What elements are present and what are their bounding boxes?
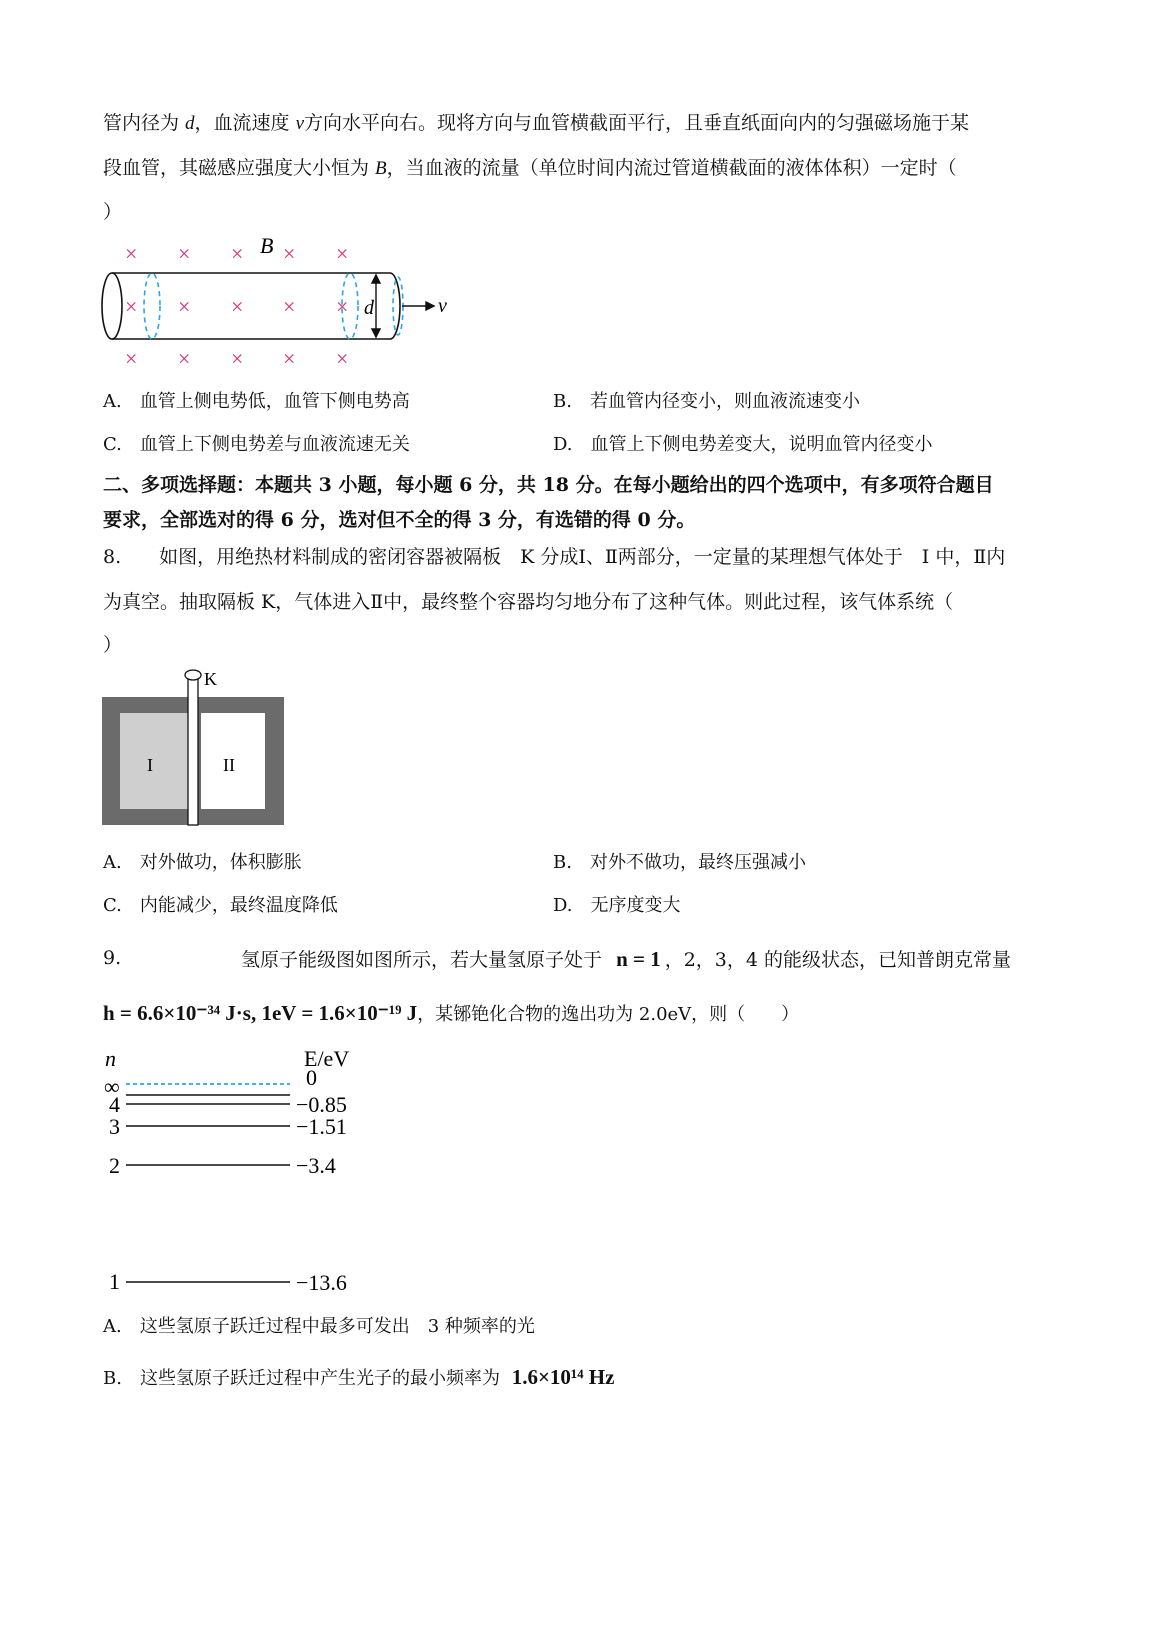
field-x-mark: × bbox=[336, 346, 349, 371]
field-x-mark: × bbox=[336, 241, 349, 266]
q9-option-b-text: B. 这些氢原子跃迁过程中产生光子的最小频率为 bbox=[103, 1368, 500, 1389]
q7-text: 方向水平向右。现将方向与血管横截面平行，且垂直纸面向内的匀强磁场施于某 bbox=[304, 112, 970, 134]
axis-E-label: E/eV bbox=[304, 1046, 350, 1071]
field-x-mark: × bbox=[125, 241, 138, 266]
level-E-3: −1.51 bbox=[296, 1114, 347, 1139]
label-v: v bbox=[438, 295, 447, 317]
field-x-mark: × bbox=[125, 294, 138, 319]
label-d: d bbox=[364, 297, 374, 319]
q8-line-2: 为真空。抽取隔板 K，气体进入Ⅱ中，最终整个容器均匀地分布了这种气体。则此过程，该气体系统（ bbox=[103, 591, 954, 613]
axis-n-label: n bbox=[105, 1046, 116, 1071]
field-x-mark: × bbox=[231, 346, 244, 371]
q7-text: 管内径为 bbox=[103, 112, 186, 134]
q8-line-3: ） bbox=[103, 634, 123, 656]
q9-constants: h = 6.6×10⁻³⁴ J·s, 1eV = 1.6×10⁻¹⁹ J bbox=[103, 1001, 418, 1025]
q7-text: 段血管，其磁感应强度大小恒为 bbox=[103, 157, 376, 179]
q9-option-b[interactable] bbox=[103, 1364, 614, 1390]
level-E-infinity: 0 bbox=[306, 1065, 317, 1090]
level-n-1: 1 bbox=[109, 1269, 120, 1294]
level-E-4: −0.85 bbox=[296, 1092, 347, 1117]
q8-option-a[interactable]: A. 对外做功，体积膨胀 bbox=[103, 852, 302, 873]
field-x-mark: × bbox=[178, 241, 191, 266]
field-x-mark: × bbox=[336, 294, 349, 319]
field-marks-bottom bbox=[125, 346, 348, 371]
q9-line-2 bbox=[103, 1000, 799, 1026]
section-2-header-line-2: 要求，全部选对的得 6 分，选对但不全的得 3 分，有选错的得 0 分。 bbox=[103, 509, 696, 531]
field-x-mark: × bbox=[178, 346, 191, 371]
q9-text: ，2，3，4 的能级状态，已知普朗克常量 bbox=[664, 949, 1012, 971]
field-marks-middle bbox=[125, 294, 348, 319]
q7-line-2 bbox=[103, 153, 957, 180]
q8-option-d[interactable]: D. 无序度变大 bbox=[553, 895, 681, 916]
level-n-2: 2 bbox=[109, 1153, 120, 1178]
partition-handle bbox=[185, 670, 201, 680]
field-x-mark: × bbox=[283, 241, 296, 266]
level-E-1: −13.6 bbox=[296, 1270, 347, 1295]
label-I: I bbox=[147, 755, 153, 775]
q7-text: ，血流速度 bbox=[194, 112, 296, 134]
section-2-header-line-1: 二、多项选择题：本题共 3 小题，每小题 6 分，共 18 分。在每小题给出的四个选项中，有多项符合题目 bbox=[103, 474, 994, 496]
q7-option-b[interactable]: B. 若血管内径变小，则血液流速变小 bbox=[553, 391, 860, 412]
field-x-mark: × bbox=[283, 346, 296, 371]
var-B: B bbox=[375, 158, 387, 179]
label-K: K bbox=[204, 669, 217, 689]
velocity-arrow bbox=[402, 302, 434, 310]
q9-n-equals: n = 1 bbox=[616, 947, 661, 971]
q9-option-a[interactable]: A. 这些氢原子跃迁过程中最多可发出 3 种频率的光 bbox=[103, 1316, 535, 1337]
level-n-4: 4 bbox=[109, 1092, 120, 1117]
field-x-mark: × bbox=[231, 241, 244, 266]
q7-option-d[interactable]: D. 血管上下侧电势差变大，说明血管内径变小 bbox=[553, 434, 933, 455]
q8-option-b[interactable]: B. 对外不做功，最终压强减小 bbox=[553, 852, 806, 873]
q7-option-c[interactable]: C. 血管上下侧电势差与血液流速无关 bbox=[103, 434, 410, 455]
field-x-mark: × bbox=[178, 294, 191, 319]
q9-text: 氢原子能级图如图所示，若大量氢原子处于 bbox=[241, 949, 603, 971]
q9-text: ，某铘铯化合物的逸出功为 2.0eV，则（ ） bbox=[417, 1004, 800, 1025]
q7-text: ，当血液的流量（单位时间内流过管道横截面的液体体积）一定时（ bbox=[386, 157, 957, 179]
field-x-mark: × bbox=[231, 294, 244, 319]
level-E-2: −3.4 bbox=[296, 1153, 336, 1178]
var-v: v bbox=[295, 113, 305, 134]
partition-K bbox=[188, 677, 198, 825]
blood-vessel-figure bbox=[100, 233, 460, 373]
q8-option-c[interactable]: C. 内能减少，最终温度降低 bbox=[103, 895, 338, 916]
q7-option-a[interactable]: A. 血管上侧电势低，血管下侧电势高 bbox=[103, 391, 410, 412]
field-marks-top bbox=[125, 241, 348, 266]
q9-number: 9. bbox=[103, 947, 122, 969]
level-n-3: 3 bbox=[109, 1114, 120, 1139]
label-II: II bbox=[223, 755, 235, 775]
q7-line-1 bbox=[103, 108, 969, 135]
field-x-mark: × bbox=[283, 294, 296, 319]
container-figure bbox=[100, 665, 290, 830]
label-B: B bbox=[260, 233, 274, 258]
energy-level-diagram bbox=[100, 1042, 370, 1297]
q9-line-1 bbox=[241, 945, 1011, 972]
level-n-infinity: ∞ bbox=[104, 1074, 120, 1099]
field-x-mark: × bbox=[125, 346, 138, 371]
q7-line-3: ） bbox=[103, 201, 123, 223]
var-d: d bbox=[185, 113, 195, 134]
region-I bbox=[120, 713, 193, 809]
q9-option-b-value: 1.6×10¹⁴ Hz bbox=[511, 1365, 615, 1389]
q8-line-1: 8. 如图，用绝热材料制成的密闭容器被隔板 K 分成Ⅰ、Ⅱ两部分，一定量的某理想气体处于 Ⅰ 中，Ⅱ内 bbox=[103, 546, 1006, 568]
